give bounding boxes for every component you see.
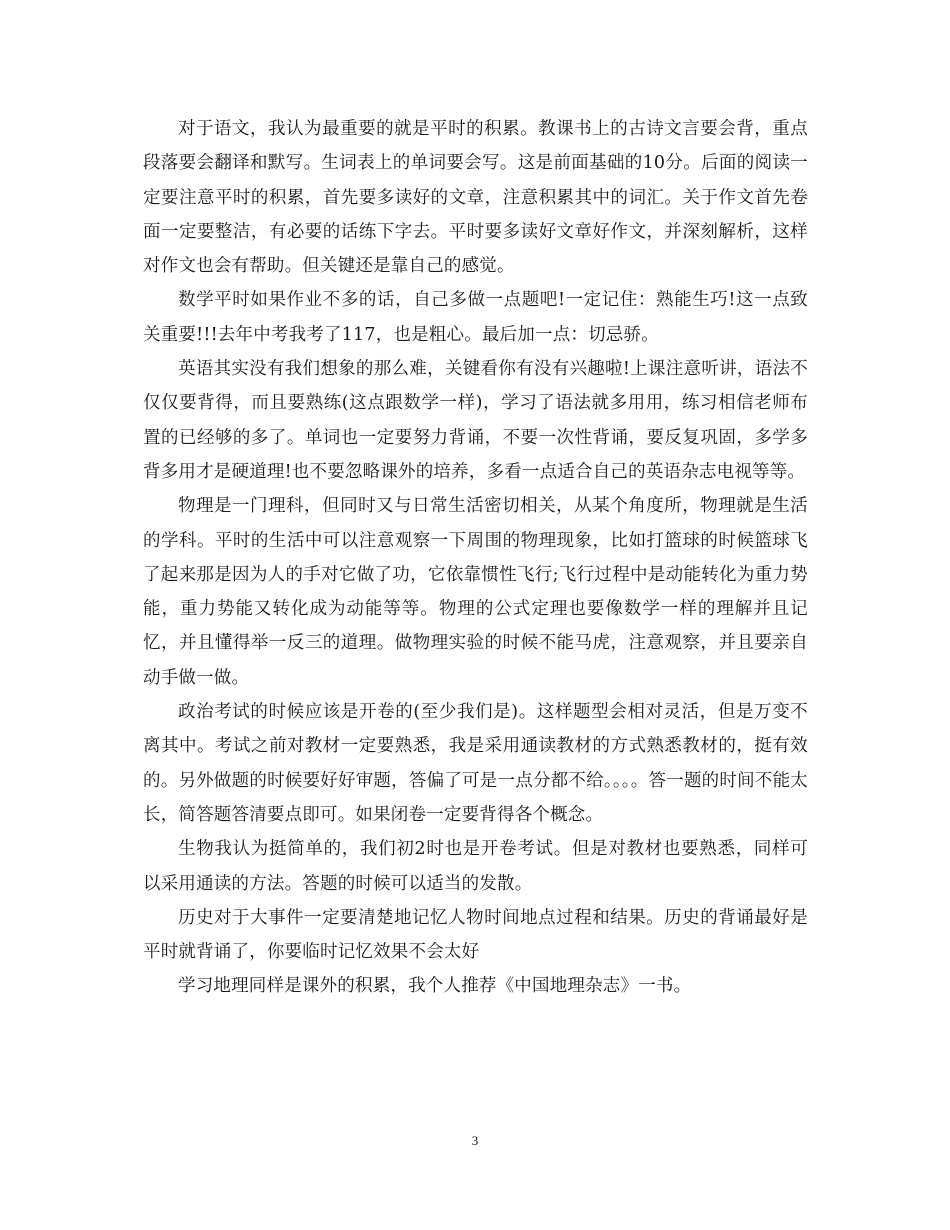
paragraph-geography: 学习地理同样是课外的积累，我个人推荐《中国地理杂志》一书。 xyxy=(178,976,692,997)
paragraph-english: 英语其实没有我们想象的那么难，关键看你有没有兴趣啦!上课注意听讲，语法不仅仅要背得，而且要熟练(这点跟数学一样)，学习了语法就多用用，练习相信老师布置的已经够的多了。单词也一定要努力背诵，不要一次性背诵，要反复巩固，多学多背多用才是硬道理!也不要忽略课外的培养，多看一点适合自己的英语杂志电视等等。 xyxy=(143,359,808,482)
paragraph-math: 数学平时如果作业不多的话，自己多做一点题吧!一定记住：熟能生巧!这一点致关重要!!!去年中考我考了117，也是粗心。最后加一点：切忌骄。 xyxy=(143,290,808,345)
paragraph-chinese: 对于语文，我认为最重要的就是平时的积累。教课书上的古诗文言要会背，重点段落要会翻译和默写。生词表上的单词要会写。这是前面基础的10分。后面的阅读一定要注意平时的积累，首先要多读好的文章，注意积累其中的词汇。关于作文首先卷面一定要整洁，有必要的话练下字去。平时要多读好文章好作文，并深刻解析，这样对作文也会有帮助。但关键还是靠自己的感觉。 xyxy=(143,119,808,277)
paragraph-politics: 政治考试的时候应该是开卷的(至少我们是)。这样题型会相对灵活，但是万变不离其中。考试之前对教材一定要熟悉，我是采用通读教材的方式熟悉教材的，挺有效的。另外做题的时候要好好审题，答偏了可是一点分都不给。。。。答一题的时间不能太长，简答题答清要点即可。如果闭卷一定要背得各个概念。 xyxy=(143,702,808,825)
page-number: 3 xyxy=(471,1133,479,1148)
paragraph-history: 历史对于大事件一定要清楚地记忆人物时间地点过程和结果。历史的背诵最好是平时就背诵了，你要临时记忆效果不会太好 xyxy=(143,907,808,963)
paragraph-biology: 生物我认为挺简单的，我们初2时也是开卷考试。但是对教材也要熟悉，同样可以采用通读的方法。答题的时候可以适当的发散。 xyxy=(143,839,808,894)
document-body xyxy=(143,112,808,1004)
paragraph-physics: 物理是一门理科，但同时又与日常生活密切相关，从某个角度所，物理就是生活的学科。平时的生活中可以注意观察一下周围的物理现象，比如打篮球的时候篮球飞了起来那是因为人的手对它做了功，它依靠惯性飞行;飞行过程中是动能转化为重力势能，重力势能又转化成为动能等等。物理的公式定理也要像数学一样的理解并且记忆，并且懂得举一反三的道理。做物理实验的时候不能马虎，注意观察，并且要亲自动手做一做。 xyxy=(143,496,808,688)
